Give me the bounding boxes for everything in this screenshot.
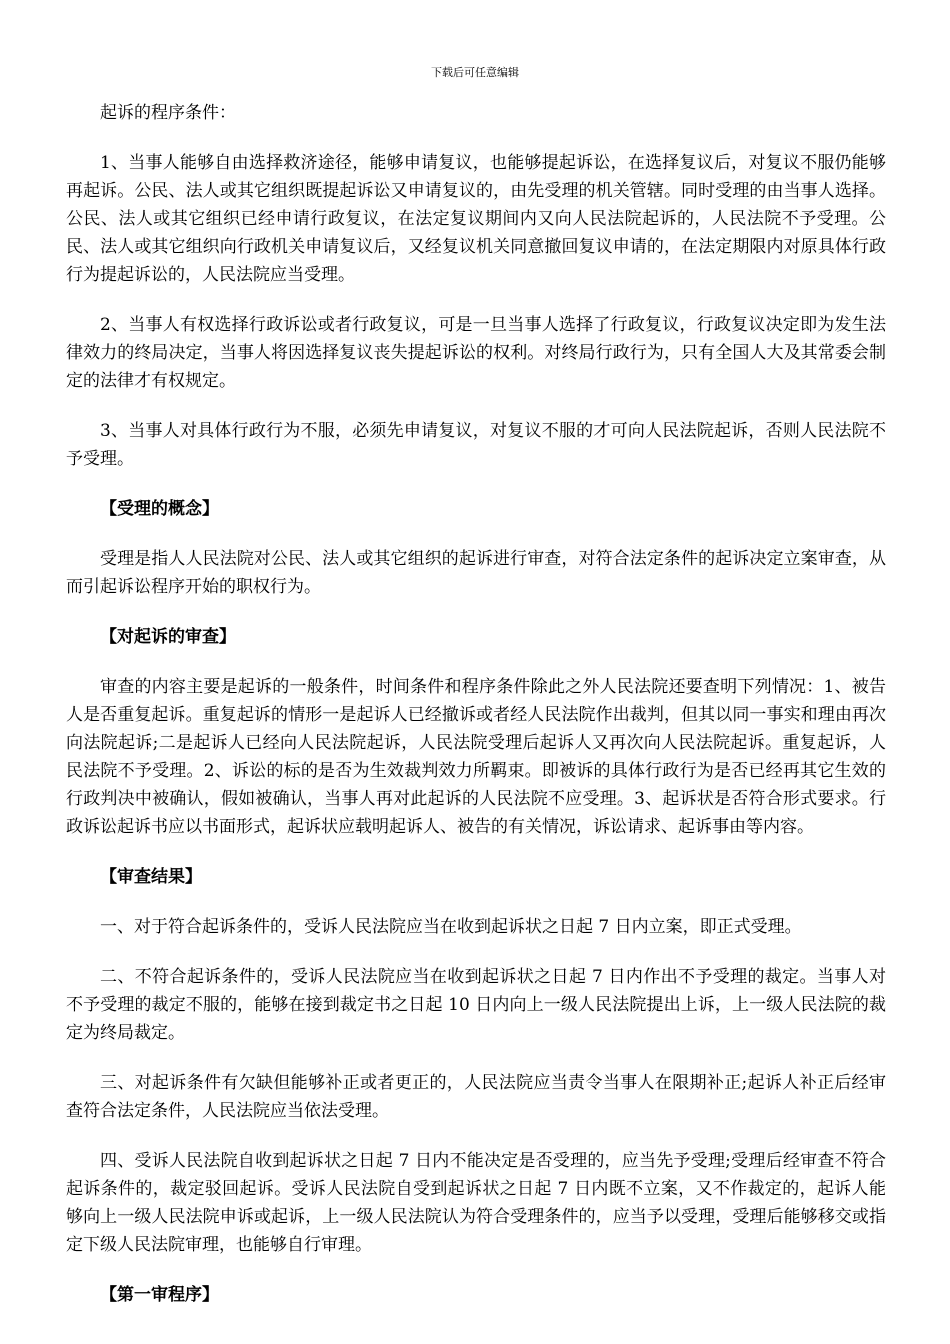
result-paragraph-4: 四、受诉人民法院自收到起诉状之日起 7 日内不能决定是否受理的，应当先予受理;受理后经审查不符合起诉条件的，裁定驳回起诉。受诉人民法院自受到起诉状之日起 7 日内既不立案，又不作裁定的，起诉人能够向上一级人民法院申诉或起诉，上一级人民法院认为符合受理条件的，应当予以受理，受理后能够移交或指定下级人民法院审理，也能够自行审理。	[66, 1151, 886, 1255]
header-note: 下载后可任意编辑	[431, 66, 519, 79]
intro-title: 起诉的程序条件：	[100, 103, 236, 123]
first-instance-heading: 【第一审程序】	[100, 1285, 219, 1305]
review-heading: 【对起诉的审查】	[100, 627, 236, 647]
result-paragraph-3: 三、对起诉条件有欠缺但能够补正或者更正的，人民法院应当责令当事人在限期补正;起诉人补正后经审查符合法定条件，人民法院应当依法受理。	[66, 1073, 886, 1121]
result-paragraph-1: 一、对于符合起诉条件的，受诉人民法院应当在收到起诉状之日起 7 日内立案，即正式受理。	[100, 917, 802, 937]
procedure-paragraph-3: 3、当事人对具体行政行为不服，必须先申请复议，对复议不服的才可向人民法院起诉，否则人民法院不予受理。	[66, 421, 886, 469]
document-body	[66, 99, 886, 1309]
concept-heading: 【受理的概念】	[100, 499, 219, 519]
result-paragraph-2: 二、不符合起诉条件的，受诉人民法院应当在收到起诉状之日起 7 日内作出不予受理的裁定。当事人对不予受理的裁定不服的，能够在接到裁定书之日起 10 日内向上一级人民法院提出上诉，上一级人民法院的裁定为终局裁定。	[66, 967, 886, 1043]
concept-paragraph: 受理是指人人民法院对公民、法人或其它组织的起诉进行审查，对符合法定条件的起诉决定立案审查，从而引起诉讼程序开始的职权行为。	[66, 549, 886, 597]
procedure-paragraph-2: 2、当事人有权选择行政诉讼或者行政复议，可是一旦当事人选择了行政复议，行政复议决定即为发生法律效力的终局决定，当事人将因选择复议丧失提起诉讼的权利。对终局行政行为，只有全国人大及其常委会制定的法律才有权规定。	[66, 315, 886, 391]
result-heading: 【审查结果】	[100, 867, 202, 887]
review-paragraph: 审查的内容主要是起诉的一般条件，时间条件和程序条件除此之外人民法院还要查明下列情况：1、被告人是否重复起诉。重复起诉的情形一是起诉人已经撤诉或者经人民法院作出裁判，但其以同一事实和理由再次向法院起诉;二是起诉人已经向人民法院起诉，人民法院受理后起诉人又再次向人民法院起诉。重复起诉，人民法院不予受理。2、诉讼的标的是否为生效裁判效力所羁束。即被诉的具体行政行为是否已经再其它生效的行政判决中被确认，假如被确认，当事人再对此起诉的人民法院不应受理。3、起诉状是否符合形式要求。行政诉讼起诉书应以书面形式，起诉状应载明起诉人、被告的有关情况，诉讼请求、起诉事由等内容。	[66, 677, 886, 837]
procedure-paragraph-1: 1、当事人能够自由选择救济途径，能够申请复议，也能够提起诉讼，在选择复议后，对复议不服仍能够再起诉。公民、法人或其它组织既提起诉讼又申请复议的，由先受理的机关管辖。同时受理的由当事人选择。公民、法人或其它组织已经申请行政复议，在法定复议期间内又向人民法院起诉的，人民法院不予受理。公民、法人或其它组织向行政机关申请复议后，又经复议机关同意撤回复议申请的，在法定期限内对原具体行政行为提起诉讼的，人民法院应当受理。	[66, 153, 886, 285]
